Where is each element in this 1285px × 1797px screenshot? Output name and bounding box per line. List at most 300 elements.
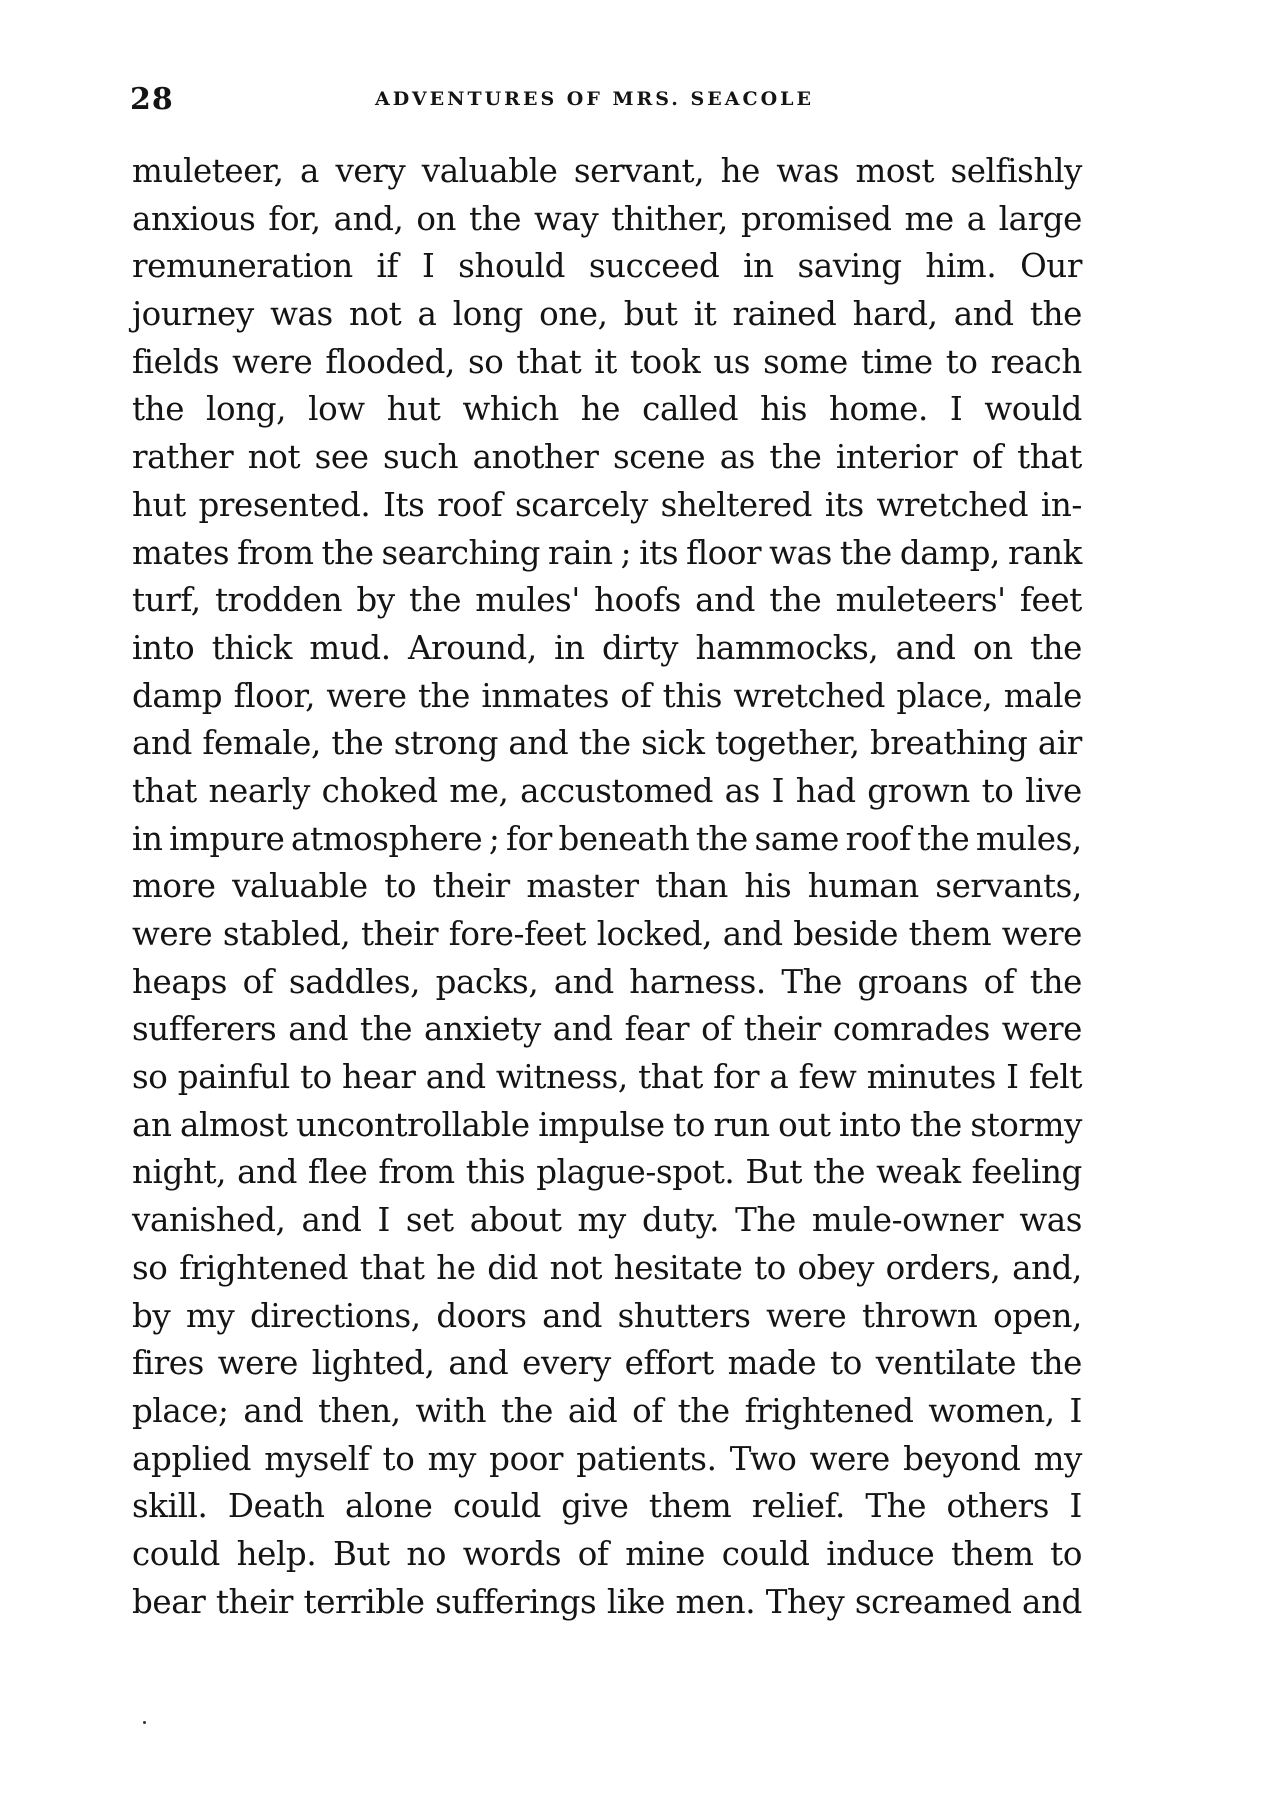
word: anxiety [423, 1010, 541, 1049]
word: were [217, 1344, 298, 1383]
word: to [830, 1344, 862, 1383]
word: feet [1019, 581, 1082, 620]
word: atmosphere [291, 819, 483, 858]
word: locked, [596, 915, 713, 953]
word: of [971, 438, 1003, 477]
word: this [662, 676, 723, 715]
text-line [132, 720, 1082, 768]
word: They [765, 1582, 845, 1621]
word: uncontrollable [295, 1105, 530, 1144]
word: rank [1007, 533, 1082, 572]
word: and, [1012, 1248, 1082, 1287]
word: hoofs [594, 581, 681, 620]
word: place; [132, 1391, 229, 1430]
word: by [132, 1296, 171, 1335]
word: applied [132, 1439, 252, 1478]
word: give [561, 1487, 629, 1526]
word: female, [202, 724, 321, 763]
text-line [132, 1054, 1082, 1102]
word: to [754, 1248, 786, 1287]
word: the [1029, 628, 1082, 667]
word: Two [729, 1439, 797, 1478]
word: he [580, 390, 621, 429]
word: it [594, 342, 617, 381]
word: the [469, 199, 522, 238]
word: for [713, 1058, 760, 1097]
word: me [904, 199, 954, 238]
word: an [132, 1105, 172, 1144]
word: more [132, 867, 216, 906]
word: and [448, 1344, 509, 1383]
word: ventilate [875, 1344, 1017, 1383]
word: his [760, 390, 807, 429]
word: together, [714, 724, 860, 763]
word: breathing [869, 724, 1028, 763]
word: he [720, 152, 760, 190]
word: I [1069, 1391, 1082, 1430]
word: relief. [751, 1487, 845, 1526]
word: effort [624, 1344, 714, 1383]
word: valuable [421, 152, 558, 190]
word: muleteer, [132, 152, 284, 190]
word: and [288, 1010, 349, 1049]
word: I [1006, 1058, 1019, 1097]
word: a [966, 199, 986, 238]
word: in [554, 628, 585, 667]
text-line [132, 1436, 1082, 1484]
word: I [771, 771, 785, 810]
word: their [215, 1582, 294, 1621]
word: made [727, 1344, 817, 1383]
word: were [232, 342, 313, 381]
word: into [132, 628, 195, 667]
word: one, [539, 295, 608, 334]
word: and [722, 915, 783, 953]
word: trodden [214, 581, 343, 620]
word: from [237, 533, 314, 572]
ink-speck [143, 1721, 146, 1724]
word: was [1019, 1201, 1082, 1240]
word: my [427, 1439, 476, 1478]
word: some [763, 342, 848, 381]
word: was [270, 295, 333, 334]
word: and [953, 295, 1014, 334]
word: impulse [538, 1105, 665, 1144]
word: to [945, 342, 978, 381]
word: But [745, 1153, 803, 1192]
word: same [754, 819, 839, 858]
word: them [951, 1534, 1034, 1573]
text-line [132, 386, 1082, 434]
word: wretched [733, 676, 886, 715]
word: men. [675, 1582, 756, 1621]
word: the [813, 1153, 866, 1192]
word: strong [393, 724, 498, 763]
word: fields [132, 342, 220, 381]
word: time [860, 342, 933, 381]
word: thick [211, 628, 292, 667]
text-line [132, 339, 1082, 387]
word: painful [177, 1058, 290, 1097]
word: and [895, 628, 956, 667]
word: night, [132, 1153, 227, 1192]
word: in [132, 819, 163, 858]
word: another [472, 438, 599, 477]
word: not [348, 295, 402, 334]
word: interior [835, 438, 958, 477]
word: terrible [303, 1582, 425, 1621]
word: roof [845, 819, 911, 858]
word: directions, [249, 1296, 421, 1335]
word: valuable [232, 867, 368, 906]
word: that [638, 1058, 703, 1097]
word: that [516, 342, 582, 381]
word: ; [620, 533, 632, 572]
word: male [1003, 676, 1082, 715]
word: hammocks, [695, 628, 879, 667]
word: the [1029, 295, 1082, 334]
word: could [452, 1487, 541, 1526]
word: and, [333, 199, 404, 238]
word: my [185, 1296, 235, 1335]
word: damp, [899, 533, 1000, 572]
text-line [132, 577, 1082, 625]
word: of [242, 962, 274, 1001]
word: rather [132, 438, 234, 477]
word: weak [876, 1153, 961, 1192]
word: choked [321, 771, 438, 810]
word: in [743, 247, 774, 286]
word: The [865, 1487, 927, 1526]
word: the [578, 724, 631, 763]
text-line [132, 1483, 1082, 1531]
word: packs, [435, 962, 539, 1001]
word: the [132, 390, 185, 429]
word: But [332, 1534, 390, 1573]
text-line [132, 1149, 1082, 1197]
word: hut [132, 485, 186, 524]
word: sufferings [435, 1582, 597, 1621]
word: words [462, 1534, 562, 1573]
text-line [132, 1531, 1082, 1579]
word: rain [548, 533, 613, 572]
word: heaps [132, 962, 228, 1001]
text-line [132, 1245, 1082, 1293]
word: stormy [970, 1105, 1082, 1144]
word: stabled, [222, 915, 351, 953]
word: Our [1020, 247, 1082, 286]
word: should [458, 247, 566, 286]
word: thither, [611, 199, 728, 238]
word: and [301, 1201, 362, 1240]
word: master [526, 867, 639, 906]
word: fore-feet [448, 915, 587, 953]
word: rained [732, 295, 837, 334]
word: and [695, 581, 756, 620]
text-line [132, 1293, 1082, 1341]
word: women, [928, 1391, 1055, 1430]
text-line [132, 1340, 1082, 1388]
word: promised [740, 199, 892, 238]
word: their [432, 867, 510, 906]
word: mine [625, 1534, 706, 1573]
word: the [500, 1391, 553, 1430]
word: to [299, 1058, 332, 1097]
word: to [384, 867, 417, 906]
word: succeed [588, 247, 720, 286]
word: would [984, 390, 1082, 429]
word: thrown [862, 1296, 978, 1335]
word: it [693, 295, 717, 334]
word: into [839, 1105, 902, 1144]
word: and [132, 724, 192, 763]
word: patients. [576, 1439, 717, 1478]
word: long [452, 295, 523, 334]
word: that [1017, 438, 1082, 477]
word: beneath [558, 819, 690, 858]
text-line [132, 863, 1082, 911]
word: floor [686, 533, 762, 572]
word: and [1022, 1582, 1082, 1621]
word: doors [436, 1296, 527, 1335]
word: of [620, 676, 652, 715]
word: mule-owner [811, 1201, 1004, 1240]
word: scene [612, 438, 706, 477]
text-line [132, 768, 1082, 816]
word: large [998, 199, 1082, 238]
word: then, [318, 1391, 401, 1430]
word: wretched [876, 485, 1029, 524]
word: to [382, 1439, 415, 1478]
word: groans [857, 962, 969, 1001]
page-number: 28 [130, 82, 174, 117]
word: were [809, 1439, 890, 1478]
word: bear [132, 1582, 206, 1621]
text-line [132, 816, 1082, 864]
word: place, [896, 676, 993, 715]
word: was [769, 533, 832, 572]
word: accustomed [520, 771, 714, 810]
word: scarcely [515, 485, 648, 524]
word: them [648, 1487, 732, 1526]
word: every [522, 1344, 611, 1383]
word: harness. [629, 962, 766, 1001]
word: remuneration [132, 247, 353, 286]
word: as [724, 771, 760, 810]
word: of [632, 1391, 663, 1430]
text-line [132, 673, 1082, 721]
word: if [376, 247, 399, 286]
text-line [132, 434, 1082, 482]
word: alone [345, 1487, 433, 1526]
word: a [300, 152, 320, 190]
word: run [713, 1105, 770, 1144]
word: out [778, 1105, 831, 1144]
word: than [655, 867, 728, 906]
word: so [132, 1058, 168, 1097]
word: that [359, 1248, 425, 1287]
word: were [766, 1296, 847, 1335]
word: vanished, [132, 1201, 286, 1240]
word: about [469, 1201, 562, 1240]
word: nearly [208, 771, 310, 810]
word: did [487, 1248, 539, 1287]
word: on [972, 628, 1013, 667]
word: I [1069, 1487, 1082, 1526]
word: roof [437, 485, 503, 524]
text-line [132, 1197, 1082, 1245]
word: few [798, 1058, 857, 1097]
word: live [1025, 771, 1082, 810]
word: and [243, 1391, 304, 1430]
word: saddles, [288, 962, 421, 1001]
word: minutes [866, 1058, 996, 1097]
word: hard, [852, 295, 938, 334]
word: not [549, 1248, 603, 1287]
word: so [132, 1248, 168, 1287]
word: air [1037, 724, 1082, 763]
text-line [132, 196, 1082, 244]
word: their [743, 1010, 821, 1049]
word: induce [826, 1534, 935, 1573]
word: floor, [233, 676, 316, 715]
word: mud. [309, 628, 391, 667]
word: fires [132, 1344, 204, 1383]
word: home. [829, 390, 928, 429]
text-line [132, 1388, 1082, 1436]
word: comrades [832, 1010, 990, 1049]
word: and [425, 1058, 486, 1097]
word: presented. [198, 485, 371, 524]
word: shutters [617, 1296, 751, 1335]
running-header [130, 82, 1085, 132]
word: my [1033, 1439, 1082, 1478]
word: the [769, 581, 822, 620]
word: searching [381, 533, 541, 572]
word: see [314, 438, 369, 477]
word: my [577, 1201, 626, 1240]
word: plague-spot. [536, 1153, 735, 1192]
text-line [132, 530, 1082, 578]
word: flee [308, 1153, 368, 1192]
text-line [132, 243, 1082, 291]
word: set [405, 1201, 454, 1240]
word: I [949, 390, 963, 429]
word: like [606, 1582, 665, 1621]
word: by [356, 581, 395, 620]
word: were [326, 676, 407, 715]
word: and [542, 1296, 603, 1335]
word: poor [489, 1439, 564, 1478]
word: called [642, 390, 739, 429]
word: Its [383, 485, 425, 524]
word: of [983, 962, 1015, 1001]
word: low [308, 390, 365, 429]
word: sick [641, 724, 705, 763]
word: help. [236, 1534, 317, 1573]
word: muleteers' [835, 581, 1006, 620]
word: journey [132, 295, 254, 334]
word: I [421, 247, 435, 286]
word: screamed [854, 1582, 1012, 1621]
word: The [781, 962, 842, 1001]
word: beyond [903, 1439, 1021, 1478]
word: to [673, 1105, 705, 1144]
word: the [409, 581, 462, 620]
word: the [360, 1010, 413, 1049]
word: the [331, 724, 384, 763]
word: turf, [132, 581, 201, 620]
word: its [824, 485, 864, 524]
word: a [769, 1058, 789, 1097]
word: were [1001, 915, 1082, 953]
text-line [132, 625, 1082, 673]
word: lighted, [311, 1344, 435, 1383]
word: orders, [885, 1248, 1001, 1287]
text-line [132, 959, 1082, 1007]
word: others [946, 1487, 1050, 1526]
word: of [577, 1534, 609, 1573]
word: servant, [573, 152, 705, 190]
word: saving [797, 247, 902, 286]
word: the [917, 819, 970, 858]
word: as [719, 438, 755, 477]
word: frightened [744, 1391, 914, 1430]
word: was [776, 152, 840, 190]
word: aid [567, 1391, 618, 1430]
text-line [132, 1102, 1082, 1150]
word: for, [268, 199, 321, 238]
word: took [629, 342, 701, 381]
word: The [735, 1201, 796, 1240]
word: frightened [179, 1248, 349, 1287]
word: long, [206, 390, 287, 429]
word: the [1029, 1344, 1082, 1383]
word: and [237, 1153, 297, 1192]
word: and [553, 962, 614, 1001]
word: a [417, 295, 437, 334]
word: the [839, 533, 892, 572]
word: flooded, [325, 342, 455, 381]
word: had [795, 771, 856, 810]
word: damp [132, 676, 223, 715]
word: the [769, 438, 822, 477]
word: were [132, 915, 213, 953]
word: on [416, 199, 457, 238]
word: beside [793, 915, 899, 953]
word: Around, [407, 628, 537, 667]
word: sufferers [132, 1010, 277, 1049]
word: its [639, 533, 679, 572]
word: mates [132, 533, 230, 572]
word: such [383, 438, 459, 477]
word: and [508, 724, 569, 763]
word: to [981, 771, 1014, 810]
word: so [467, 342, 504, 381]
word: could [132, 1534, 220, 1573]
word: witness, [495, 1058, 628, 1097]
word: the [1029, 962, 1082, 1001]
word: him. [925, 247, 997, 286]
word: very [335, 152, 406, 190]
word: I [377, 1201, 390, 1240]
word: hut [386, 390, 441, 429]
word: not [247, 438, 301, 477]
word: inmates [481, 676, 610, 715]
text-line [132, 1579, 1082, 1627]
word: dirty [601, 628, 679, 667]
word: the [909, 1105, 962, 1144]
